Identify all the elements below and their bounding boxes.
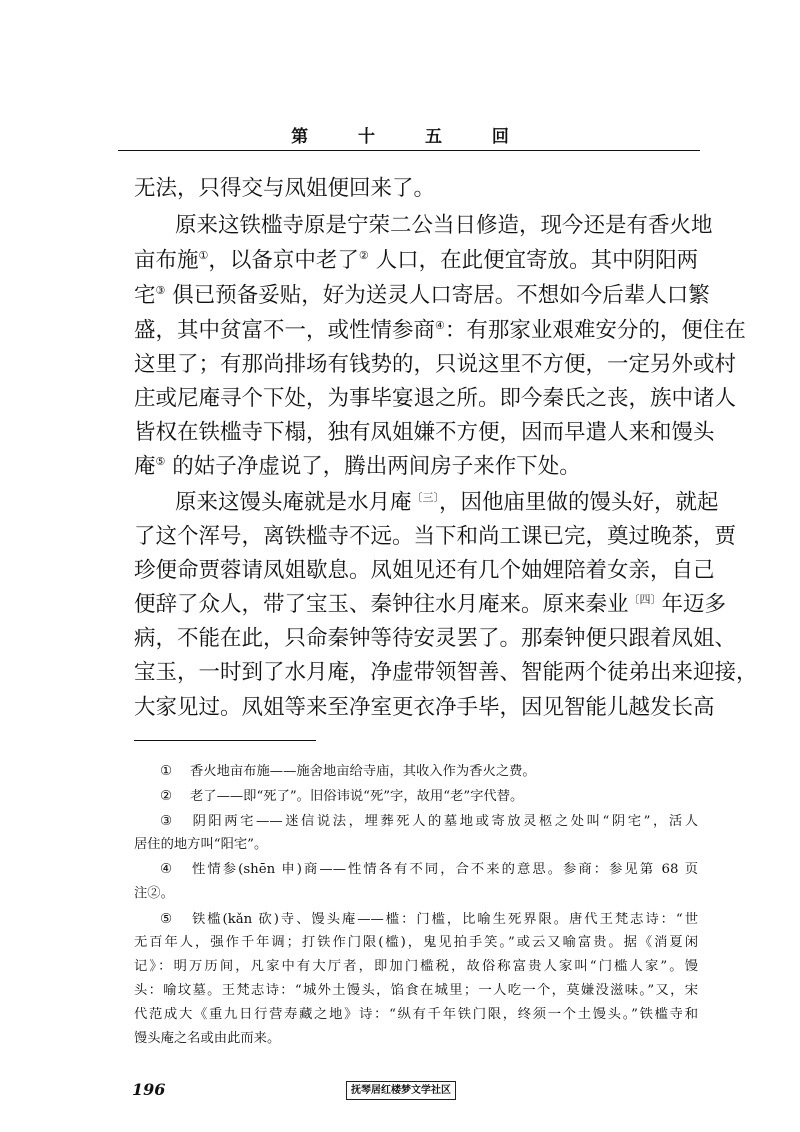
body-line: 珍便命贾蓉请凤姐歇息。凤姐见还有几个妯娌陪着女亲，自己 [134, 558, 715, 583]
body-line: 这里了；有那尚排场有钱势的，只说这里不方便，一定另外或村 [134, 352, 737, 377]
footnote-5: ⑤ 铁槛(kǎn 砍)寺、馒头庵——槛：门槛，比喻生死界限。唐代王梵志诗：“世 [160, 912, 698, 927]
footnote-rule [134, 740, 316, 741]
footnote-ref: ⑤ [155, 454, 166, 468]
body-line: 皆权在铁槛寺下榻，独有凤姐嫌不方便，因而早遣人来和馒头 [134, 420, 715, 445]
body-line: 原来这馒头庵就是水月庵$^{〔三〕}$，因他庙里做的馒头好，就起 [175, 490, 719, 515]
footnote-5-cont: 馒头庵之名或由此而来。 [134, 1031, 281, 1046]
body-line: 了这个浑号，离铁槛寺不远。当下和尚工课已完，奠过晚茶，贾 [134, 524, 737, 549]
footnote-5-cont: 无百年人，强作千年调；打铁作门限(槛)，鬼见拍手笑。”或云又喻富贵。据《消夏闲 [134, 935, 698, 950]
body-line: 宝玉，一时到了水月庵，净虚带领智善、智能两个徒弟出来迎接， [134, 660, 758, 685]
body-line: 病，不能在此，只命秦钟等待安灵罢了。那秦钟便只跟着凤姐、 [134, 626, 737, 651]
chapter-title: 第 十 五 回 [291, 127, 531, 147]
body-line: 庵⑤ 的姑子净虚说了，腾出两间房子来作下处。 [134, 454, 581, 479]
note-ref: 〔四〕 [628, 592, 662, 606]
footnote-5-cont: 记》：明万历间，凡家中有大厅者，即加门槛税，故俗称富贵人家叫“门槛人家”。馒 [134, 959, 698, 974]
footnote-5-cont: 头：喻坟墓。王梵志诗：“城外土馒头，馅食在城里；一人吃一个，莫嫌没滋味。”又，宋 [134, 983, 698, 998]
body-line: 盛，其中贫富不一，或性情参商④：有那家业艰难安分的，便住在 [134, 318, 746, 343]
body-line: 便辞了众人，带了宝玉、秦钟往水月庵来。原来秦业$^{〔四〕}$年迈多 [134, 592, 727, 617]
footnote-1: ① 香火地亩布施——施舍地亩给寺庙，其收入作为香火之费。 [160, 764, 536, 779]
body-line: 亩布施①，以备京中老了② 人口，在此便宜寄放。其中阴阳两 [134, 248, 699, 273]
body-line: 宅③ 俱已预备妥贴，好为送灵人口寄居。不想如今后辈人口繁 [134, 283, 710, 308]
footnote-ref: ④ [435, 318, 445, 332]
footnote-ref: ③ [155, 283, 166, 297]
body-line: 原来这铁槛寺原是宁荣二公当日修造，现今还是有香火地 [175, 213, 713, 238]
header-rule [118, 150, 700, 151]
footnote-ref: ② [358, 248, 369, 262]
body-line: 庄或尼庵寻个下处，为事毕宴退之所。即今秦氏之丧，族中诸人 [134, 386, 737, 411]
note-ref: 〔三〕 [411, 490, 440, 504]
footnote-4-cont: 注②。 [134, 886, 174, 901]
body-line: 大家见过。凤姐等来至净室更衣净手毕，因见智能儿越发长高 [134, 695, 715, 720]
watermark-stamp: 抚琴居红楼梦文学社区 [346, 1081, 456, 1100]
footnote-3: ③ 阴阳两宅——迷信说法，埋葬死人的墓地或寄放灵柩之处叫“阴宅”，活人 [160, 814, 698, 829]
footnote-5-cont: 代范成大《重九日行营寿藏之地》诗：“纵有千年铁门限，终须一个土馒头。”铁槛寺和 [134, 1007, 698, 1022]
footnote-3-cont: 居住的地方叫“阳宅”。 [134, 837, 268, 852]
page-number: 196 [132, 1080, 166, 1099]
footnote-ref: ① [198, 248, 209, 262]
body-line: 无法，只得交与凤姐便回来了。 [134, 176, 436, 201]
footnote-4: ④ 性情参(shēn 申)商——性情各有不同，合不来的意思。参商：参见第 68 页 [160, 862, 698, 877]
footnote-2: ② 老了——即“死了”。旧俗讳说“死”字，故用“老”字代替。 [160, 789, 524, 804]
